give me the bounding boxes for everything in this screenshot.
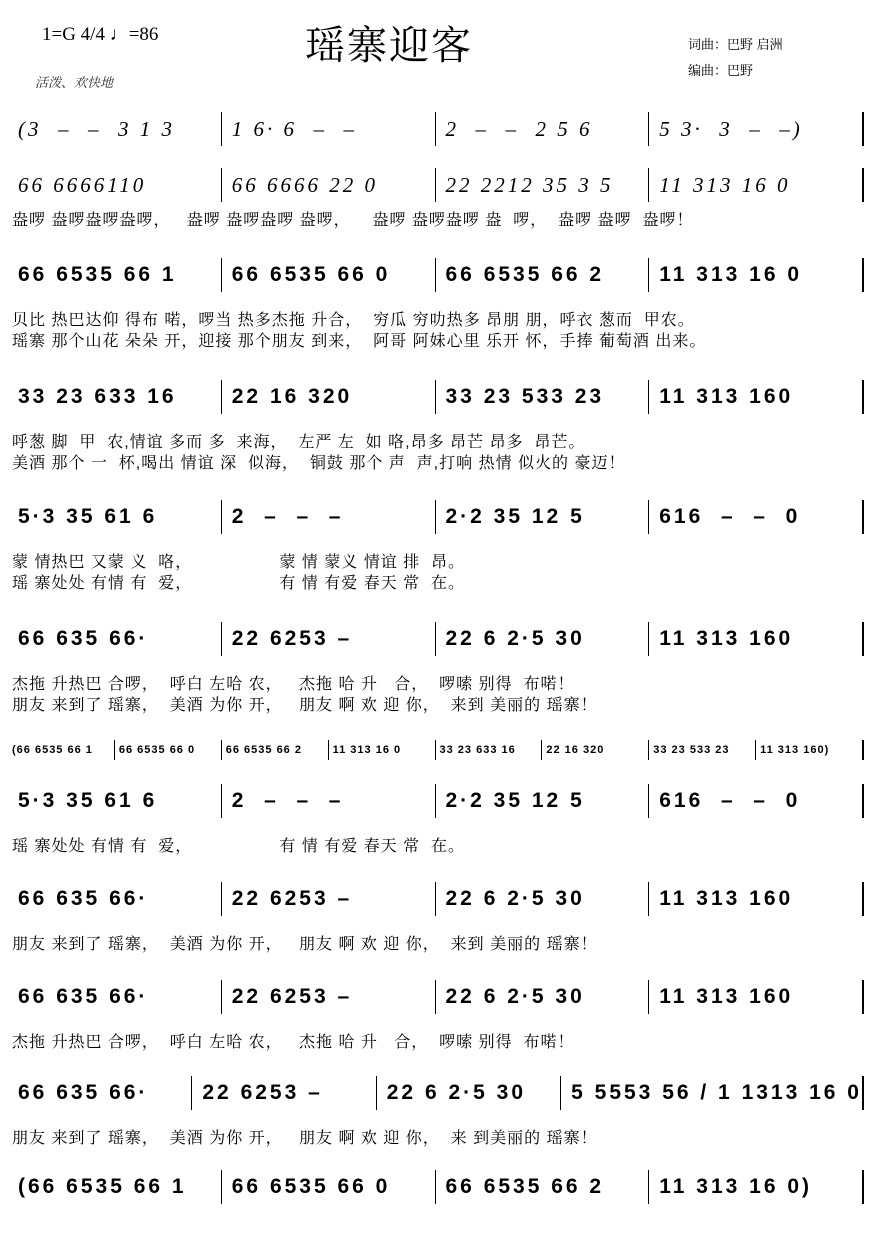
measure: 11 313 16 0) — [648, 1170, 862, 1204]
credits — [688, 32, 783, 84]
measure: 11 313 160 — [648, 380, 862, 414]
score-system — [8, 784, 864, 857]
measure: 66 6535 66 2 — [221, 740, 328, 760]
measure: 22 6 2·5 30 — [435, 882, 649, 916]
measure: 11 313 16 0 — [648, 258, 862, 292]
song-title: 瑶寨迎客 — [305, 23, 473, 69]
lyric-line: 瑶寨 那个山花 朵朵 开，迎接 那个朋友 到来， 阿哥 阿妹心里 乐开 怀，手捧 葡萄酒 出来。 — [12, 333, 707, 350]
score-system — [8, 168, 864, 231]
measure: 66 635 66· — [18, 1081, 149, 1104]
measure: 5·3 35 61 6 — [18, 505, 158, 528]
measure: 1 6· 6 – – — [221, 112, 435, 146]
lyric-line: 蒙 情热巴 又蒙 义 咯， 蒙 情 蒙义 情谊 排 昂。 — [12, 554, 466, 571]
measure: 2·2 35 12 5 — [435, 784, 649, 818]
measure: 22 2212 35 3 5 — [435, 168, 649, 202]
measure: 33 23 633 16 — [18, 385, 177, 408]
lyric-line: 杰拖 升热巴 合啰， 呼白 左哈 农， 杰拖 哈 升 合， 啰嗦 别得 布喏！ — [12, 676, 575, 693]
score-system — [8, 258, 864, 352]
measure: 22 6253 – — [221, 622, 435, 656]
measure: 66 6535 66 1 — [18, 263, 177, 286]
measure: 22 16 320 — [541, 740, 648, 760]
lyric-line: 瑶 寨处处 有情 有 爱， 有 情 有爱 春天 常 在。 — [12, 575, 466, 592]
measure: 66 6535 66 2 — [435, 258, 649, 292]
measure: 11 313 160 — [648, 882, 862, 916]
measure: 66 6666110 — [18, 173, 147, 197]
measure: 22 16 320 — [221, 380, 435, 414]
measure: 22 6253 – — [221, 980, 435, 1014]
notes-staff — [8, 258, 864, 292]
measure: 66 6535 66 0 — [114, 740, 221, 760]
score-system — [8, 1170, 864, 1204]
score-system — [8, 500, 864, 594]
measure: 5·3 35 61 6 — [18, 789, 158, 812]
notes-staff — [8, 500, 864, 534]
measure: 66 6535 66 2 — [435, 1170, 649, 1204]
notes-staff — [8, 380, 864, 414]
measure: 33 23 533 23 — [648, 740, 755, 760]
measure: (66 6535 66 1 — [18, 1175, 187, 1198]
notes-staff — [8, 784, 864, 818]
measure: 66 6535 66 0 — [221, 258, 435, 292]
lyricist: 词曲：巴野 启洲 — [688, 37, 783, 52]
lyric-line: 盎啰 盎啰盎啰盎啰， 盎啰 盎啰盎啰 盎啰， 盎啰 盎啰盎啰 盎 啰， 盎啰 盎啰 盎啰！ — [12, 212, 694, 229]
measure: 11 313 16 0 — [328, 740, 435, 760]
measure: (66 6535 66 1 — [12, 744, 93, 756]
notes-staff — [8, 622, 864, 656]
measure: 66 635 66· — [18, 985, 149, 1008]
lyric-line: 美酒 那个 一 杯,喝出 情谊 深 似海， 铜鼓 那个 声 声,打响 热情 似火的 豪迈！ — [12, 455, 626, 472]
measure: 66 635 66· — [18, 627, 149, 650]
lyric-line: 呼葱 脚 甲 农,情谊 多而 多 来海， 左严 左 如 咯,昂多 昂芒 昂多 昂芒。 — [12, 434, 586, 451]
measure: 2 – – – — [221, 784, 435, 818]
measure: 66 6535 66 0 — [221, 1170, 435, 1204]
measure: 22 6253 – — [191, 1076, 375, 1110]
score-system — [8, 740, 864, 760]
measure: 66 6666 22 0 — [221, 168, 435, 202]
lyric-line: 朋友 来到了 瑶寨， 美酒 为你 开， 朋友 啊 欢 迎 你， 来到 美丽的 瑶寨！ — [12, 936, 598, 953]
score-system — [8, 882, 864, 955]
measure: 33 23 633 16 — [435, 740, 542, 760]
measure: 5 5553 56 / 1 1313 16 0 — [560, 1076, 862, 1110]
measure: 5 3· 3 – –) — [648, 112, 862, 146]
measure: 11 313 16 0 — [648, 168, 862, 202]
measure: 22 6253 – — [221, 882, 435, 916]
score-system — [8, 622, 864, 716]
measure: 2 – – – — [221, 500, 435, 534]
measure: 22 6 2·5 30 — [435, 622, 649, 656]
notes-staff — [8, 168, 864, 202]
measure: 616 – – 0 — [648, 784, 862, 818]
lyric-line: 瑶 寨处处 有情 有 爱， 有 情 有爱 春天 常 在。 — [12, 838, 466, 855]
measure: 22 6 2·5 30 — [435, 980, 649, 1014]
measure: 616 – – 0 — [648, 500, 862, 534]
measure: 2 – – 2 5 6 — [435, 112, 649, 146]
notes-staff — [8, 740, 864, 760]
measure: (3 – – 3 1 3 — [18, 117, 175, 141]
measure: 2·2 35 12 5 — [435, 500, 649, 534]
score-system — [8, 380, 864, 474]
expression-mark: 活泼、欢快地 — [35, 75, 114, 90]
lyric-line: 朋友 来到了 瑶寨， 美酒 为你 开， 朋友 啊 欢 迎 你， 来 到美丽的 瑶寨！ — [12, 1130, 598, 1147]
lyric-line: 朋友 来到了 瑶寨， 美酒 为你 开， 朋友 啊 欢 迎 你， 来到 美丽的 瑶寨！ — [12, 697, 598, 714]
measure: 11 313 160) — [755, 740, 862, 760]
lyric-line: 杰拖 升热巴 合啰， 呼白 左哈 农， 杰拖 哈 升 合， 啰嗦 别得 布喏！ — [12, 1034, 575, 1051]
key-signature: 1=G 4/4 ♩=86 — [42, 24, 159, 45]
notes-staff — [8, 1170, 864, 1204]
measure: 22 6 2·5 30 — [376, 1076, 560, 1110]
measure: 11 313 160 — [648, 622, 862, 656]
score-system — [8, 980, 864, 1053]
measure: 33 23 533 23 — [435, 380, 649, 414]
measure: 11 313 160 — [648, 980, 862, 1014]
notes-staff — [8, 980, 864, 1014]
score-system — [8, 1076, 864, 1149]
notes-staff — [8, 882, 864, 916]
measure: 66 635 66· — [18, 887, 149, 910]
notes-staff — [8, 1076, 864, 1110]
score-system — [8, 112, 864, 146]
notes-staff — [8, 112, 864, 146]
lyric-line: 贝比 热巴达仰 得布 喏，啰当 热多杰拖 升合， 穷瓜 穷叻热多 昂朋 朋，呼衣 葱而 甲农。 — [12, 312, 695, 329]
arranger: 编曲：巴野 — [688, 63, 754, 78]
